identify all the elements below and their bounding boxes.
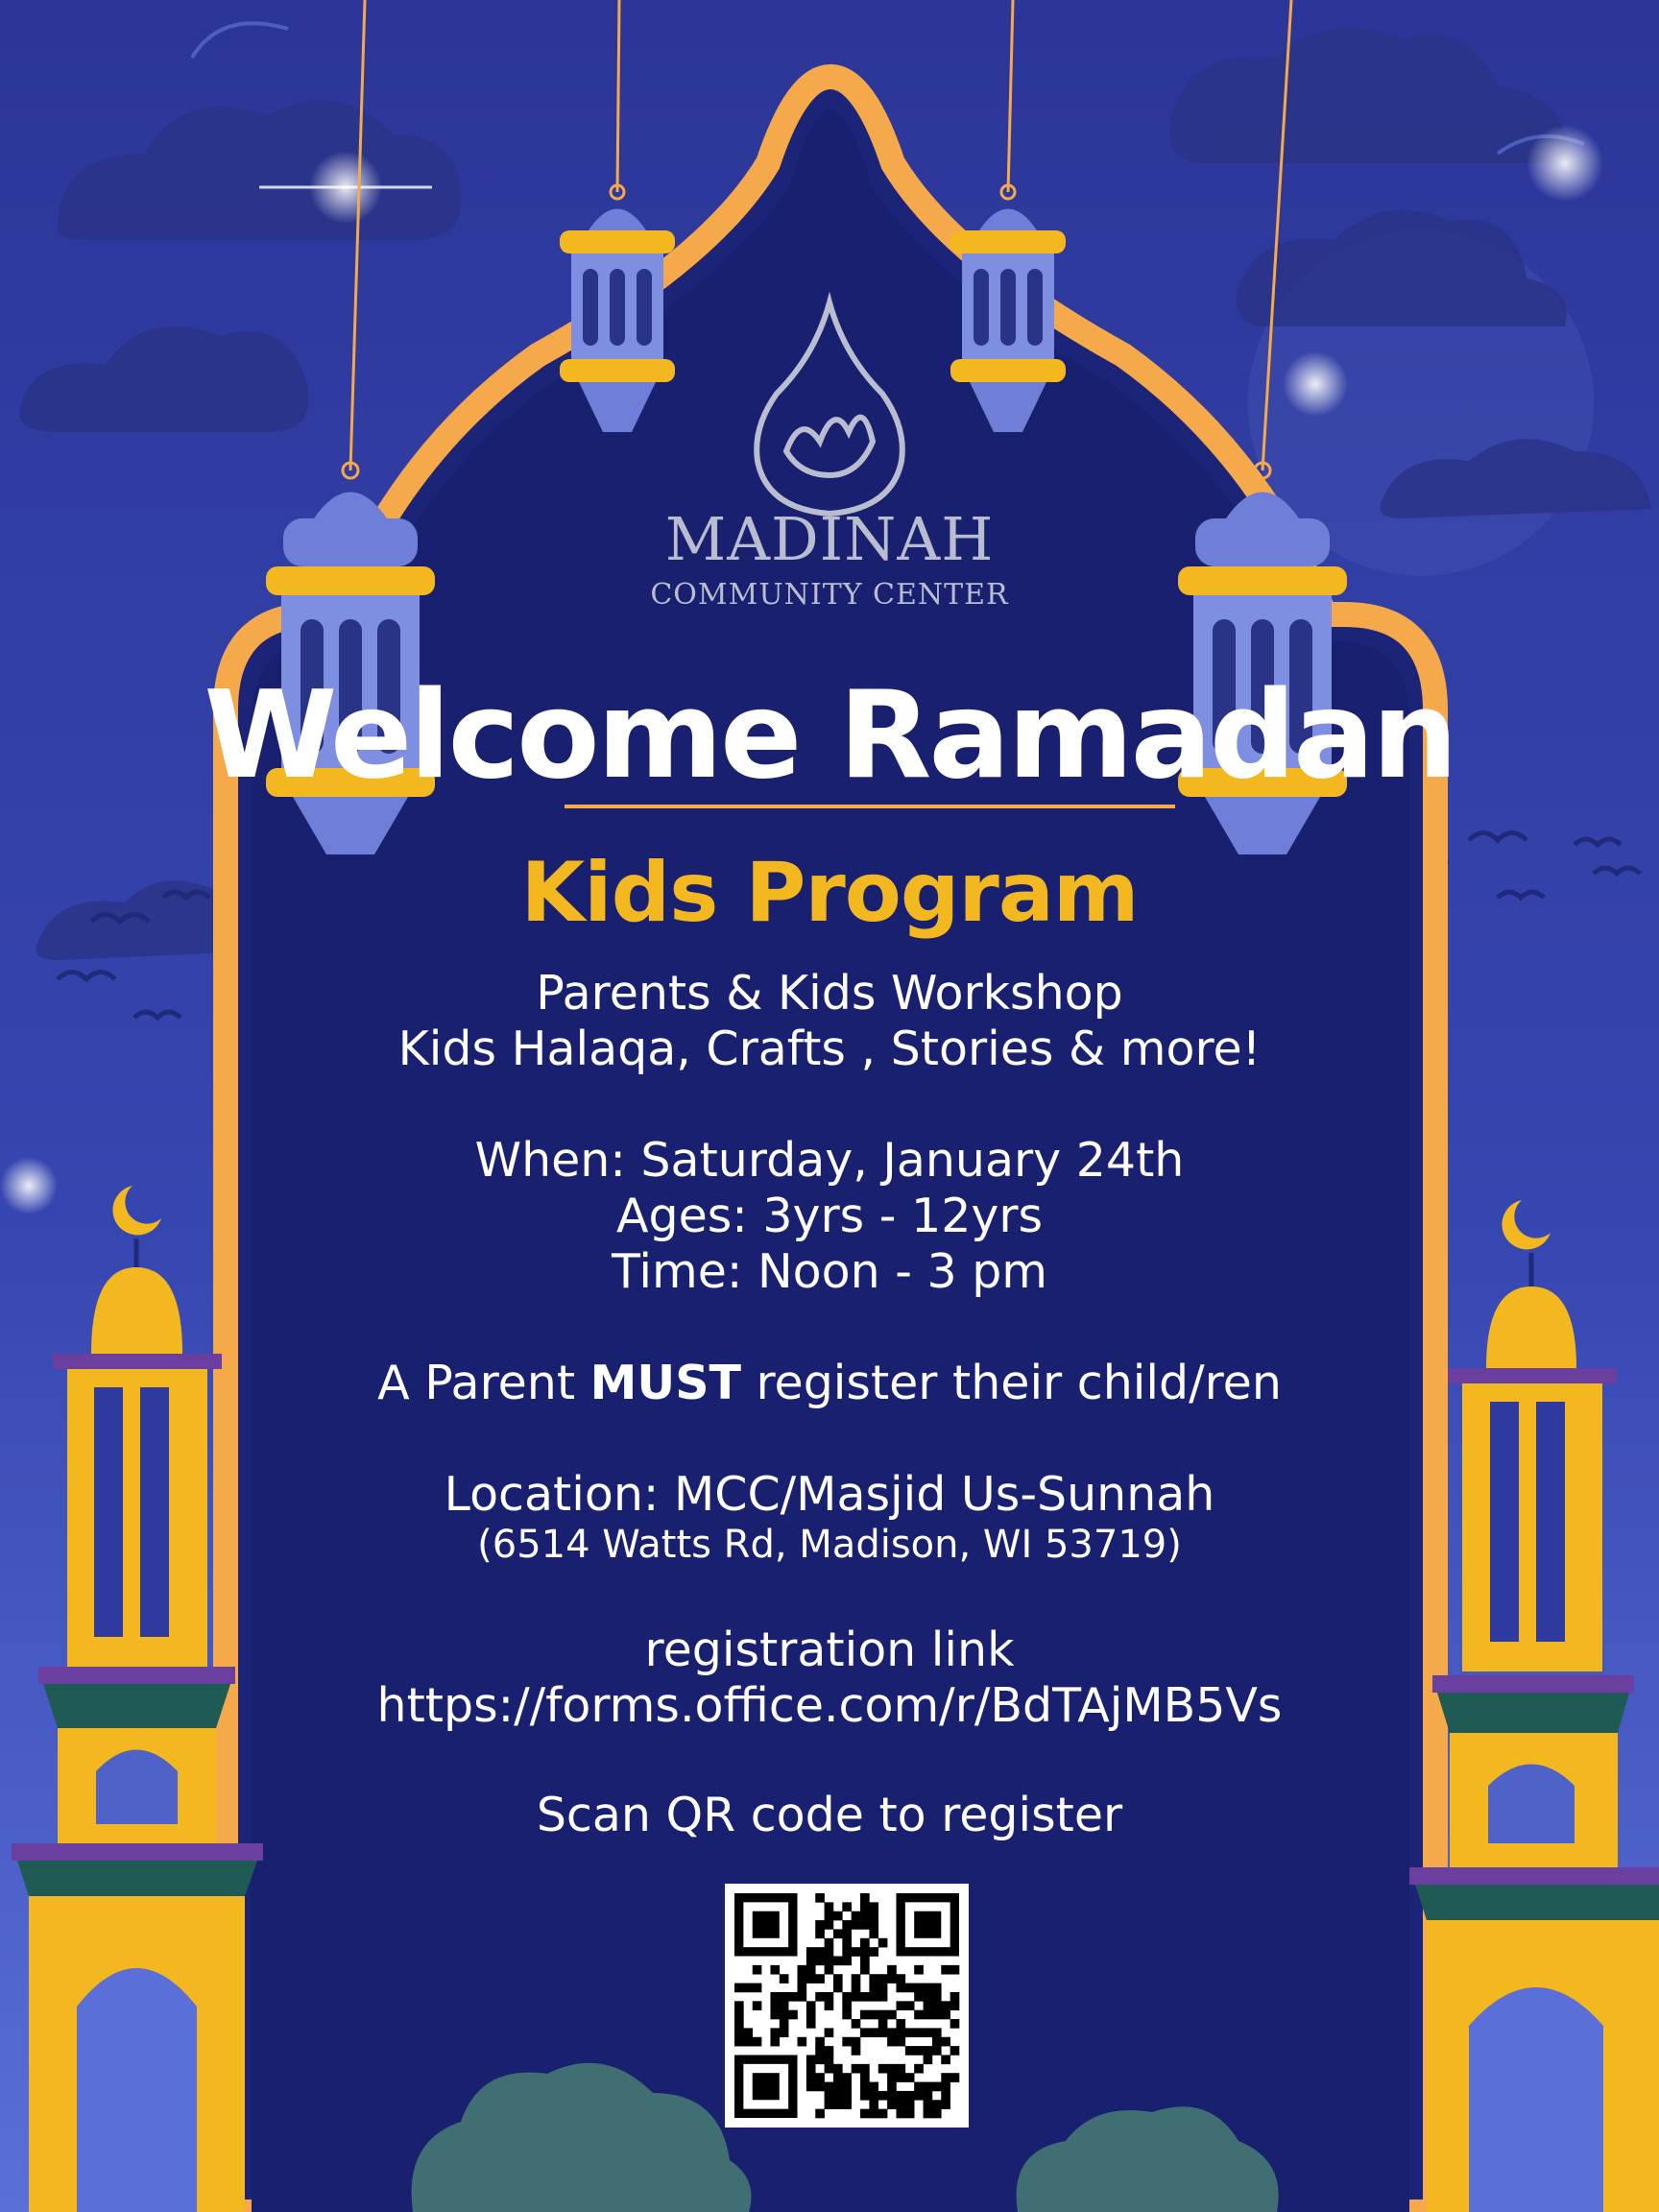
event-date: When: Saturday, January 24th [474, 1133, 1185, 1188]
registration-link[interactable]: https://forms.office.com/r/BdTAjMB5Vs [376, 1678, 1283, 1733]
activities-line-1: Parents & Kids Workshop [536, 966, 1123, 1021]
qr-prompt: Scan QR code to register [536, 1788, 1123, 1842]
event-title: Welcome Ramadan [204, 664, 1455, 805]
notice-emphasis: MUST [589, 1356, 741, 1410]
event-time: Time: Noon - 3 pm [611, 1244, 1048, 1299]
notice-suffix: register their child/ren [740, 1356, 1282, 1410]
notice-prefix: A Parent [377, 1356, 590, 1410]
event-address: (6514 Watts Rd, Madison, WI 53719) [477, 1523, 1182, 1567]
registration-qr-code[interactable] [725, 1884, 969, 2128]
event-ages: Ages: 3yrs - 12yrs [615, 1189, 1044, 1243]
parent-notice [0, 1356, 1659, 1410]
org-subtitle: COMMUNITY CENTER [650, 578, 1009, 612]
activities-line-2: Kids Halaqa, Crafts , Stories & more! [397, 1022, 1262, 1076]
registration-label: registration link [644, 1623, 1015, 1677]
event-subtitle: Kids Program [520, 845, 1139, 941]
event-location: Location: MCC/Masjid Us-Sunnah [444, 1467, 1215, 1522]
org-name: MADINAH [664, 504, 995, 574]
